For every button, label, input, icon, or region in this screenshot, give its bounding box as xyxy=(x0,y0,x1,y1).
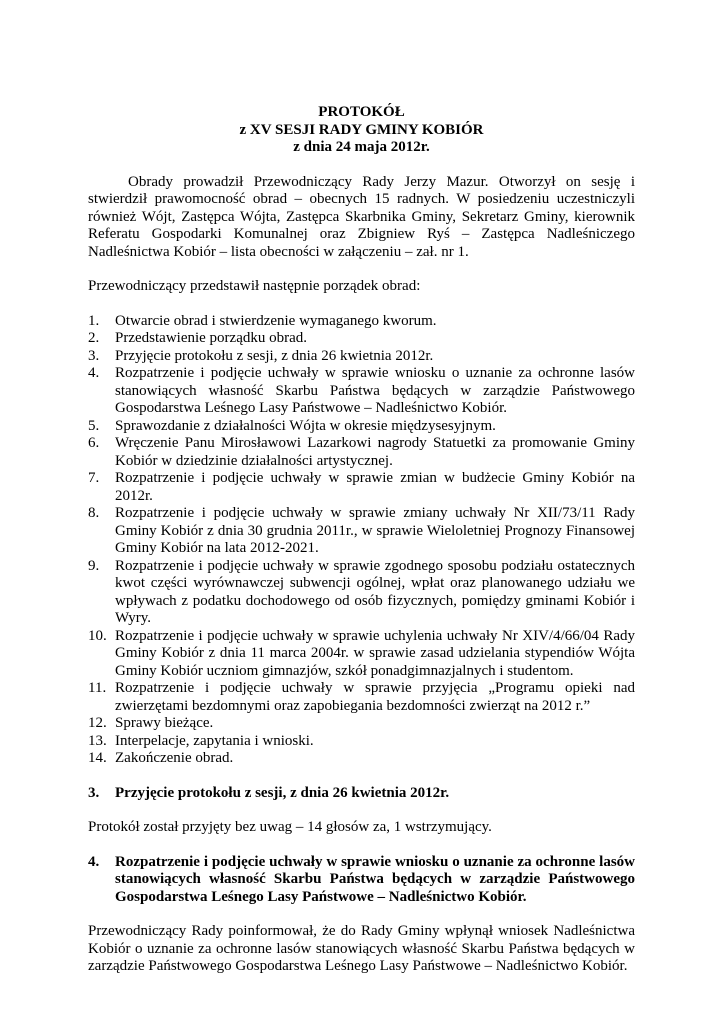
section-4-title: Rozpatrzenie i podjęcie uchwały w sprawie wniosku o uznanie za ochronne lasów stanowiących własność Skarbu Państwa będących w zarządzie Państwowego Gospodarstwa Leśnego Lasy Państwowe – Nadleśnictwo Kobiór. xyxy=(115,853,635,905)
agenda-item xyxy=(88,733,635,751)
agenda-item-number: 4. xyxy=(88,365,100,381)
agenda-item-number: 7. xyxy=(88,470,100,486)
document-content xyxy=(88,104,635,976)
agenda-item xyxy=(88,313,635,331)
doc-title: PROTOKÓŁ xyxy=(318,104,405,120)
agenda-item xyxy=(88,470,635,505)
agenda-item xyxy=(88,505,635,558)
agenda-item-text: Interpelacje, zapytania i wnioski. xyxy=(115,732,314,749)
doc-date: z dnia 24 maja 2012r. xyxy=(293,139,430,155)
agenda-item-text: Rozpatrzenie i podjęcie uchwały w sprawie zmiany uchwały Nr XII/73/11 Rady Gminy Kobiór z dnia 30 grudnia 2011r., w sprawie Wieloletniej Prognozy Finansowej Gminy Kobiór na lata 2012-2021. xyxy=(115,505,635,556)
agenda-intro: Przewodniczący przedstawił następnie porządek obrad: xyxy=(88,278,421,294)
agenda-item-text: Zakończenie obrad. xyxy=(115,750,234,766)
section-3-heading xyxy=(88,785,635,803)
agenda-item xyxy=(88,435,635,470)
section-3-body: Protokół został przyjęty bez uwag – 14 głosów za, 1 wstrzymujący. xyxy=(88,819,492,835)
section-3-number: 3. xyxy=(88,784,100,801)
agenda-list xyxy=(88,313,635,768)
agenda-item-number: 6. xyxy=(88,435,100,451)
agenda-item-text: Wręczenie Panu Mirosławowi Lazarkowi nagrody Statuetki za promowanie Gminy Kobiór w dziedzinie działalności artystycznej. xyxy=(115,435,635,469)
agenda-item-number: 3. xyxy=(88,347,100,364)
agenda-item xyxy=(88,330,635,348)
agenda-item-number: 12. xyxy=(88,715,107,731)
agenda-item-number: 14. xyxy=(88,750,107,766)
agenda-item-text: Rozpatrzenie i podjęcie uchwały w sprawie zmian w budżecie Gminy Kobiór na 2012r. xyxy=(115,470,635,504)
agenda-item xyxy=(88,418,635,436)
agenda-item-number: 11. xyxy=(88,680,107,696)
section-3-title: Przyjęcie protokołu z sesji, z dnia 26 kwietnia 2012r. xyxy=(115,784,450,801)
agenda-item-text: Rozpatrzenie i podjęcie uchwały w sprawie przyjęcia „Programu opieki nad zwierzętami bezdomnymi oraz zapobiegania bezdomności zwierząt na 2012 r.” xyxy=(115,680,635,714)
agenda-item-number: 1. xyxy=(88,312,100,329)
agenda-item-number: 8. xyxy=(88,505,100,521)
agenda-item-text: Rozpatrzenie i podjęcie uchwały w sprawie zgodnego sposobu podziału ostatecznych kwot części wyrównawczej subwencji ogólnej, wpłat oraz planowanego udziału we wpływach z podatku dochodowego od osób fizycznych, pomiędzy gminami Kobiór i Wyry. xyxy=(115,557,635,626)
agenda-item-text: Przedstawienie porządku obrad. xyxy=(115,330,308,346)
agenda-item-text: Sprawozdanie z działalności Wójta w okresie międzysesyjnym. xyxy=(115,417,496,434)
agenda-item-text: Rozpatrzenie i podjęcie uchwały w sprawie wniosku o uznanie za ochronne lasów stanowiących własność Skarbu Państwa będących w zarządzie Państwowego Gospodarstwa Leśnego Lasy Państwowe – Nadleśnictwo Kobiór. xyxy=(115,365,635,416)
agenda-item-number: 9. xyxy=(88,557,100,574)
agenda-item-text: Przyjęcie protokołu z sesji, z dnia 26 kwietnia 2012r. xyxy=(115,347,434,364)
agenda-item-text: Sprawy bieżące. xyxy=(115,715,214,731)
section-4-number: 4. xyxy=(88,853,100,870)
agenda-item xyxy=(88,750,635,768)
agenda-item-text: Rozpatrzenie i podjęcie uchwały w sprawie uchylenia uchwały Nr XIV/4/66/04 Rady Gminy Kobiór z dnia 11 marca 2004r. w sprawie zasad udzielania stypendiów Wójta Gminy Kobiór uczniom gimnazjów, szkół ponadgimnazjalnych i studentom. xyxy=(115,627,635,679)
agenda-item-number: 13. xyxy=(88,732,107,749)
agenda-item-number: 10. xyxy=(88,627,107,644)
intro-paragraph: Obrady prowadził Przewodniczący Rady Jerzy Mazur. Otworzył on sesję i stwierdził prawomocność obrad – obecnych 15 radnych. W posiedzeniu uczestniczyli również Wójt, Zastępca Wójta, Zastępca Skarbnika Gminy, Sekretarz Gminy, kierownik Referatu Gospodarki Komunalnej oraz Zbigniew Ryś – Zastępca Nadleśniczego Nadleśnictwa Kobiór – lista obecności w załączeniu – zał. nr 1. xyxy=(88,173,635,260)
agenda-item-number: 5. xyxy=(88,417,100,434)
agenda-item xyxy=(88,365,635,418)
agenda-item xyxy=(88,680,635,715)
section-4-body: Przewodniczący Rady poinformował, że do Rady Gminy wpłynął wniosek Nadleśnictwa Kobiór o uznanie za ochronne lasów stanowiących własność Skarbu Państwa będących w zarządzie Państwowego Gospodarstwa Leśnego Lasy Państwowe – Nadleśnictwo Kobiór. xyxy=(88,923,635,974)
doc-subtitle: z XV SESJI RADY GMINY KOBIÓR xyxy=(239,121,484,138)
agenda-item xyxy=(88,715,635,733)
agenda-item-number: 2. xyxy=(88,330,100,346)
agenda-item xyxy=(88,348,635,366)
agenda-item xyxy=(88,628,635,681)
agenda-item-text: Otwarcie obrad i stwierdzenie wymaganego kworum. xyxy=(115,312,437,329)
agenda-item xyxy=(88,558,635,628)
section-4-heading xyxy=(88,854,635,907)
